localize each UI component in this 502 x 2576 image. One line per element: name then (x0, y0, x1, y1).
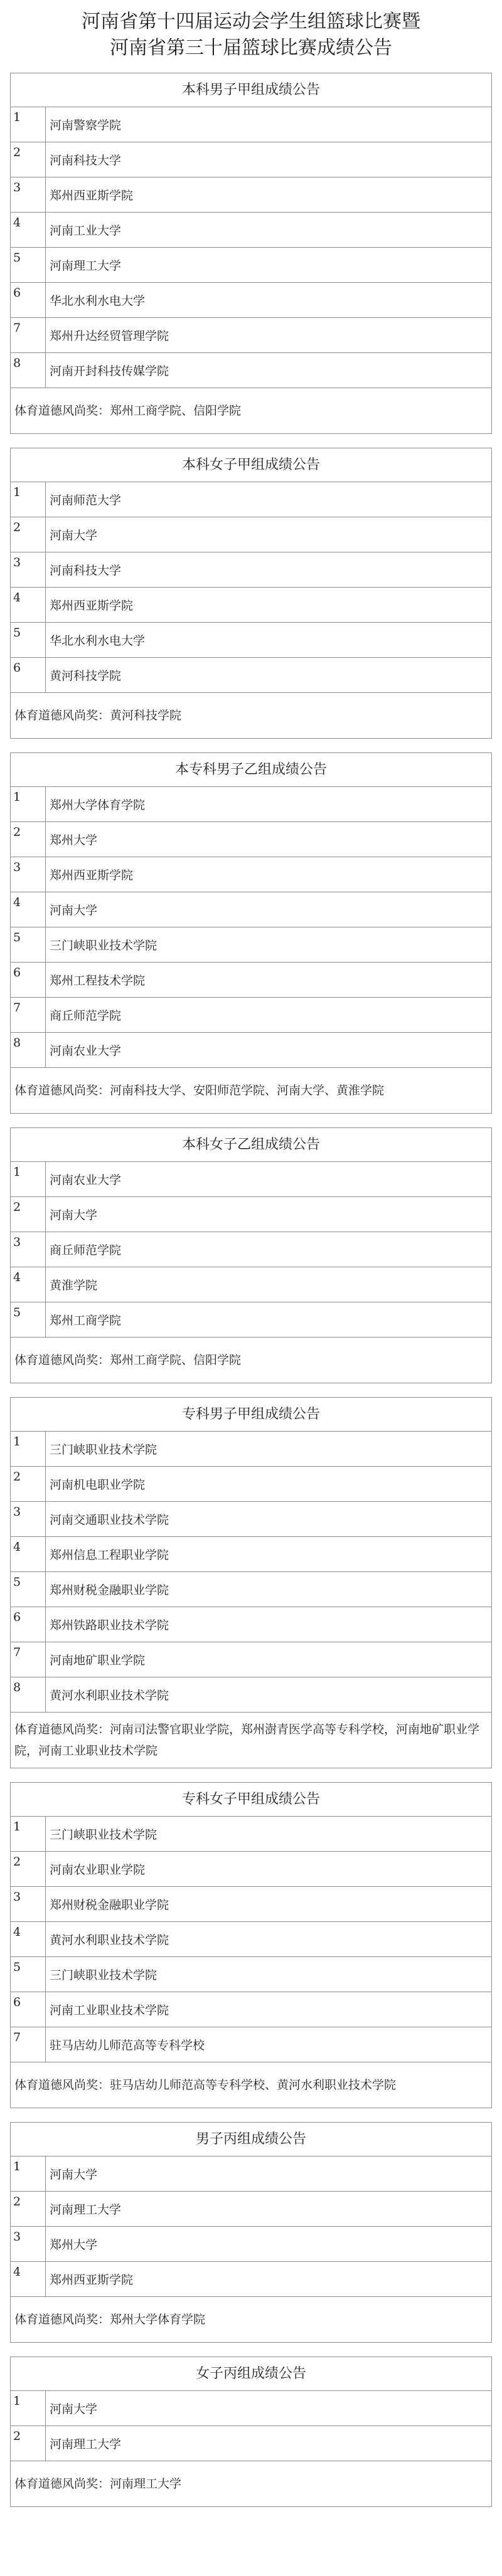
school-name-cell: 郑州大学 (50, 2238, 98, 2252)
school-name-cell: 河南大学 (50, 2168, 98, 2182)
award-text: 体育道德风尚奖：河南司法警官职业学院，郑州澍青医学高等专科学校，河南地矿职业学院，河南工业职业技术学院 (14, 1723, 480, 1758)
rank-cell: 6 (11, 1992, 46, 2027)
table-row (11, 318, 491, 353)
rank-cell: 1 (11, 2156, 46, 2191)
rank-cell: 4 (11, 2262, 46, 2296)
award-text: 体育道德风尚奖：黄河科技学院 (14, 709, 182, 722)
school-name-cell: 河南工业大学 (50, 224, 122, 238)
school-name-cell: 河南大学 (50, 1208, 98, 1222)
table-row (11, 857, 491, 892)
table-row (11, 1957, 491, 1992)
table-row (11, 177, 491, 213)
result-table (10, 1127, 492, 1383)
table-row (11, 1432, 491, 1467)
results-list (10, 73, 492, 2507)
table-row (11, 1302, 491, 1338)
sportsmanship-award (11, 693, 491, 738)
table-row (11, 353, 491, 388)
school-name-cell: 郑州工程技术学院 (50, 974, 146, 988)
award-text: 体育道德风尚奖：郑州工商学院、信阳学院 (14, 404, 242, 418)
sportsmanship-award (11, 2062, 491, 2108)
rank-cell: 6 (11, 963, 46, 997)
school-name-cell: 郑州工商学院 (50, 1314, 122, 1328)
rank-cell: 4 (11, 892, 46, 927)
title-line-1: 河南省第十四届运动会学生组篮球比赛暨 (82, 11, 420, 33)
table-row (11, 658, 491, 693)
school-name-cell: 商丘师范学院 (50, 1243, 122, 1257)
table-row (11, 892, 491, 927)
rank-cell: 3 (11, 552, 46, 587)
school-name-cell: 商丘师范学院 (50, 1009, 122, 1023)
table-row (11, 1267, 491, 1302)
rank-cell: 3 (11, 177, 46, 212)
school-name-cell: 河南科技大学 (50, 154, 122, 167)
award-text: 体育道德风尚奖：郑州大学体育学院 (14, 2313, 206, 2326)
school-name-cell: 郑州升达经贸管理学院 (50, 329, 169, 343)
rank-cell: 4 (11, 1537, 46, 1571)
rank-cell: 6 (11, 1607, 46, 1642)
table-row (11, 2426, 491, 2461)
rank-cell: 2 (11, 822, 46, 857)
result-table (10, 1397, 492, 1768)
rank-cell: 4 (11, 1267, 46, 1302)
table-row (11, 1992, 491, 2027)
school-name-cell: 华北水利水电大学 (50, 294, 146, 308)
school-name-cell: 黄河科技学院 (50, 669, 122, 683)
table-row (11, 1677, 491, 1713)
rank-cell: 7 (11, 2027, 46, 2062)
table-row (11, 517, 491, 552)
rank-cell: 7 (11, 318, 46, 352)
rank-cell: 4 (11, 588, 46, 622)
school-name-cell: 河南农业大学 (50, 1044, 122, 1058)
table-row (11, 787, 491, 822)
rank-cell: 5 (11, 1572, 46, 1607)
result-table (10, 448, 492, 739)
award-text: 体育道德风尚奖：河南理工大学 (14, 2477, 182, 2491)
rank-cell: 2 (11, 142, 46, 177)
school-name-cell: 郑州西亚斯学院 (50, 868, 134, 882)
rank-cell: 2 (11, 1467, 46, 1501)
table-heading: 本科女子乙组成绩公告 (11, 1128, 491, 1162)
table-row (11, 213, 491, 248)
school-name-cell: 三门峡职业技术学院 (50, 1443, 158, 1457)
table-row (11, 1887, 491, 1922)
table-heading: 男子丙组成绩公告 (11, 2123, 491, 2156)
school-name-cell: 郑州铁路职业技术学院 (50, 1618, 169, 1632)
rank-cell: 1 (11, 1432, 46, 1466)
table-row (11, 1232, 491, 1267)
result-table (10, 1782, 492, 2108)
table-row (11, 1537, 491, 1572)
rank-cell: 3 (11, 1232, 46, 1267)
school-name-cell: 河南开封科技传媒学院 (50, 364, 169, 378)
sportsmanship-award (11, 388, 491, 433)
rank-cell: 8 (11, 1677, 46, 1712)
result-table (10, 752, 492, 1114)
rank-cell: 2 (11, 1197, 46, 1232)
title-line-2: 河南省第三十届篮球比赛成绩公告 (110, 37, 392, 59)
rank-cell: 3 (11, 857, 46, 892)
school-name-cell: 郑州大学体育学院 (50, 798, 146, 812)
table-row (11, 1607, 491, 1642)
table-row (11, 283, 491, 318)
rank-cell: 8 (11, 353, 46, 388)
school-name-cell: 黄淮学院 (50, 1279, 98, 1292)
rank-cell: 6 (11, 283, 46, 317)
rank-cell: 7 (11, 1642, 46, 1677)
rank-cell: 6 (11, 658, 46, 692)
table-row (11, 552, 491, 588)
table-heading: 专科男子甲组成绩公告 (11, 1398, 491, 1432)
school-name-cell: 华北水利水电大学 (50, 634, 146, 648)
table-heading: 女子丙组成绩公告 (11, 2357, 491, 2391)
rank-cell: 5 (11, 927, 46, 962)
table-row (11, 107, 491, 142)
sportsmanship-award (11, 1068, 491, 1113)
table-row (11, 2391, 491, 2426)
school-name-cell: 郑州大学 (50, 833, 98, 847)
rank-cell: 2 (11, 2426, 46, 2461)
school-name-cell: 郑州西亚斯学院 (50, 2273, 134, 2287)
school-name-cell: 郑州财税金融职业学院 (50, 1583, 169, 1597)
school-name-cell: 河南地矿职业学院 (50, 1654, 146, 1667)
table-row (11, 1572, 491, 1607)
table-heading: 本科男子甲组成绩公告 (11, 73, 491, 107)
result-table (10, 2357, 492, 2507)
table-row (11, 998, 491, 1033)
rank-cell: 3 (11, 1887, 46, 1921)
rank-cell: 5 (11, 623, 46, 657)
school-name-cell: 河南交通职业技术学院 (50, 1513, 169, 1527)
school-name-cell: 郑州财税金融职业学院 (50, 1898, 169, 1912)
sportsmanship-award (11, 1338, 491, 1383)
result-table (10, 73, 492, 434)
award-text: 体育道德风尚奖：郑州工商学院、信阳学院 (14, 1353, 242, 1367)
table-row (11, 588, 491, 623)
school-name-cell: 驻马店幼儿师范高等专科学校 (50, 2039, 205, 2052)
sportsmanship-award (11, 2297, 491, 2342)
rank-cell: 8 (11, 1033, 46, 1067)
school-name-cell: 黄河水利职业技术学院 (50, 1933, 169, 1947)
school-name-cell: 河南师范大学 (50, 494, 122, 507)
table-row (11, 927, 491, 963)
table-row (11, 1852, 491, 1887)
table-heading: 本专科男子乙组成绩公告 (11, 753, 491, 787)
table-heading: 本科女子甲组成绩公告 (11, 448, 491, 482)
rank-cell: 5 (11, 248, 46, 282)
rank-cell: 1 (11, 107, 46, 142)
table-row (11, 1922, 491, 1957)
table-row (11, 963, 491, 998)
school-name-cell: 河南机电职业学院 (50, 1478, 146, 1492)
award-text: 体育道德风尚奖：河南科技大学、安阳师范学院、河南大学、黄淮学院 (14, 1084, 385, 1097)
result-table (10, 2122, 492, 2343)
table-row (11, 142, 491, 177)
rank-cell: 1 (11, 1162, 46, 1196)
table-row (11, 1502, 491, 1537)
rank-cell: 2 (11, 2192, 46, 2226)
school-name-cell: 河南理工大学 (50, 2437, 122, 2451)
table-row (11, 482, 491, 517)
school-name-cell: 河南农业大学 (50, 1173, 122, 1187)
rank-cell: 1 (11, 787, 46, 821)
table-row (11, 1162, 491, 1197)
school-name-cell: 河南理工大学 (50, 2203, 122, 2217)
school-name-cell: 黄河水利职业技术学院 (50, 1689, 169, 1702)
rank-cell: 5 (11, 1302, 46, 1337)
table-row (11, 2156, 491, 2192)
award-text: 体育道德风尚奖：驻马店幼儿师范高等专科学校、黄河水利职业技术学院 (14, 2078, 397, 2092)
school-name-cell: 三门峡职业技术学院 (50, 939, 158, 953)
rank-cell: 2 (11, 517, 46, 552)
rank-cell: 4 (11, 1922, 46, 1956)
rank-cell: 4 (11, 213, 46, 247)
school-name-cell: 河南农业职业学院 (50, 1863, 146, 1877)
table-row (11, 623, 491, 658)
school-name-cell: 三门峡职业技术学院 (50, 1828, 158, 1842)
table-row (11, 2262, 491, 2297)
school-name-cell: 三门峡职业技术学院 (50, 1968, 158, 1982)
school-name-cell: 河南科技大学 (50, 564, 122, 578)
table-row (11, 1033, 491, 1068)
school-name-cell: 河南大学 (50, 529, 98, 542)
table-row (11, 1817, 491, 1852)
table-row (11, 2027, 491, 2062)
school-name-cell: 河南大学 (50, 2402, 98, 2416)
school-name-cell: 河南工业职业技术学院 (50, 2003, 169, 2017)
rank-cell: 7 (11, 998, 46, 1032)
school-name-cell: 河南理工大学 (50, 259, 122, 273)
rank-cell: 5 (11, 1957, 46, 1992)
sportsmanship-award (11, 1713, 491, 1768)
school-name-cell: 郑州西亚斯学院 (50, 189, 134, 203)
rank-cell: 1 (11, 1817, 46, 1851)
page-title (10, 9, 492, 61)
rank-cell: 2 (11, 1852, 46, 1886)
school-name-cell: 河南大学 (50, 904, 98, 917)
rank-cell: 1 (11, 482, 46, 517)
rank-cell: 3 (11, 2227, 46, 2261)
table-row (11, 2192, 491, 2227)
school-name-cell: 河南警察学院 (50, 119, 122, 132)
table-row (11, 248, 491, 283)
table-heading: 专科女子甲组成绩公告 (11, 1783, 491, 1817)
table-row (11, 1642, 491, 1677)
rank-cell: 1 (11, 2391, 46, 2426)
table-row (11, 2227, 491, 2262)
school-name-cell: 郑州信息工程职业学院 (50, 1548, 169, 1562)
rank-cell: 3 (11, 1502, 46, 1536)
sportsmanship-award (11, 2461, 491, 2506)
table-row (11, 1467, 491, 1502)
school-name-cell: 郑州西亚斯学院 (50, 599, 134, 613)
table-row (11, 822, 491, 857)
table-row (11, 1197, 491, 1232)
